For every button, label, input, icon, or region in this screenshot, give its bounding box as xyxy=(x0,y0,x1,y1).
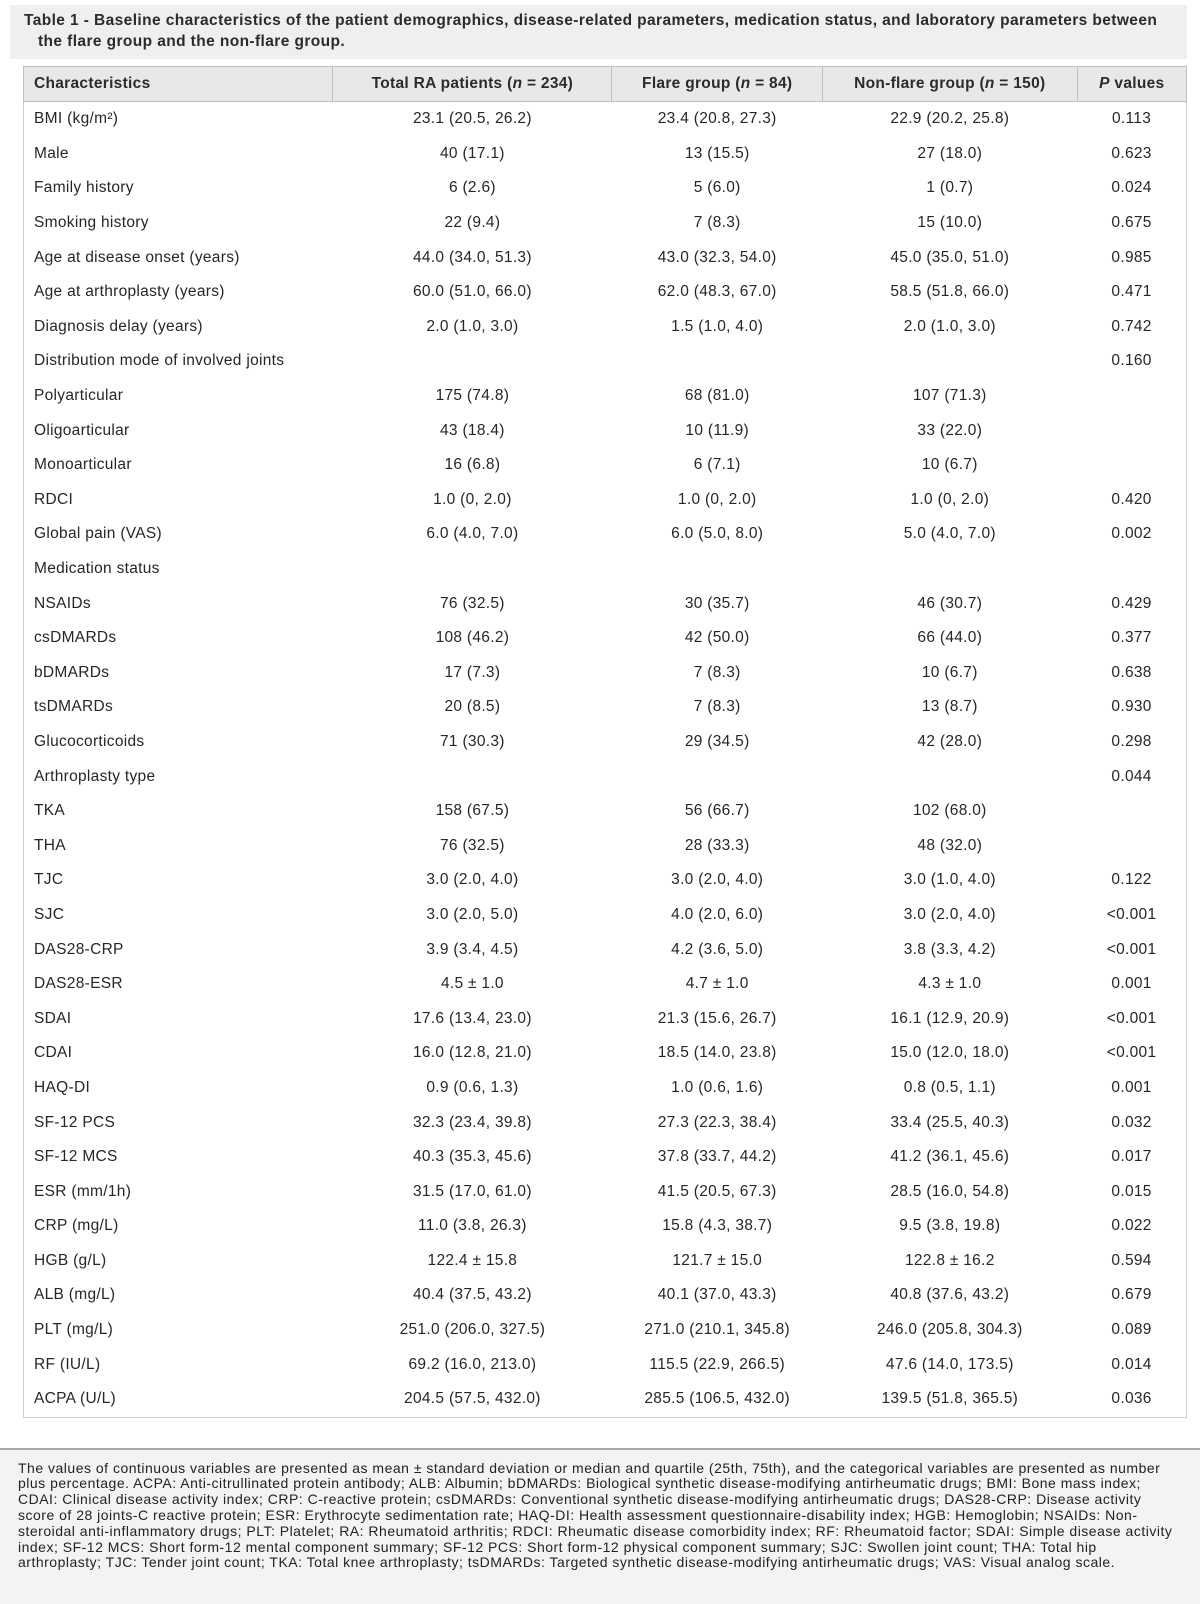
total-value-cell: 3.0 (2.0, 4.0) xyxy=(426,871,519,889)
row-label-cell: SF-12 MCS xyxy=(34,1148,118,1166)
p-value-cell: 0.594 xyxy=(1111,1251,1152,1269)
total-value-cell: 17 (7.3) xyxy=(444,663,501,681)
row-label-cell: csDMARDs xyxy=(34,629,117,647)
p-value-cell xyxy=(1077,379,1186,414)
nonflare-value-cell: 47.6 (14.0, 173.5) xyxy=(885,1355,1014,1373)
flare-value-cell: 1.5 (1.0, 4.0) xyxy=(671,317,764,335)
p-value-cell: 0.160 xyxy=(1111,352,1152,370)
table-row xyxy=(24,483,1187,518)
table-row xyxy=(24,621,1187,656)
table-row xyxy=(24,517,1187,552)
table-row xyxy=(24,413,1187,448)
row-label-cell: Global pain (VAS) xyxy=(34,525,163,543)
flare-value-cell: 10 (11.9) xyxy=(685,421,749,439)
flare-value-cell: 6.0 (5.0, 8.0) xyxy=(671,525,764,543)
table-row xyxy=(24,1313,1187,1348)
nonflare-value-cell: 15.0 (12.0, 18.0) xyxy=(890,1044,1010,1062)
header-row xyxy=(24,67,1187,102)
total-value-cell: 17.6 (13.4, 23.0) xyxy=(412,1009,532,1027)
table-body xyxy=(24,102,1187,1418)
nonflare-value-cell: 139.5 (51.8, 365.5) xyxy=(881,1390,1019,1408)
p-value-cell: 0.377 xyxy=(1111,629,1152,647)
table-row xyxy=(24,967,1187,1002)
p-value-cell: 0.032 xyxy=(1111,1113,1152,1131)
total-value-cell: 175 (74.8) xyxy=(435,387,510,405)
nonflare-value-cell: 10 (6.7) xyxy=(921,663,978,681)
nonflare-value-cell: 22.9 (20.2, 25.8) xyxy=(890,110,1010,128)
nonflare-value-cell: 27 (18.0) xyxy=(917,144,983,162)
nonflare-value-cell: 16.1 (12.9, 20.9) xyxy=(890,1009,1010,1027)
total-value-cell: 16 (6.8) xyxy=(444,456,501,474)
p-value-cell: 0.742 xyxy=(1111,317,1152,335)
nonflare-value-cell: 28.5 (16.0, 54.8) xyxy=(890,1182,1010,1200)
total-value-cell: 22 (9.4) xyxy=(444,214,501,232)
total-value-cell: 16.0 (12.8, 21.0) xyxy=(412,1044,532,1062)
nonflare-value-cell: 42 (28.0) xyxy=(917,732,983,750)
total-value-cell: 40 (17.1) xyxy=(440,144,505,162)
table-row xyxy=(24,1036,1187,1071)
row-label-cell: tsDMARDs xyxy=(34,698,114,716)
total-value-cell: 0.9 (0.6, 1.3) xyxy=(426,1078,519,1096)
row-label-cell: PLT (mg/L) xyxy=(34,1321,114,1339)
flare-value-cell xyxy=(612,552,823,587)
total-value-cell xyxy=(333,344,612,379)
p-value-cell xyxy=(1077,448,1186,483)
p-value-cell: 0.122 xyxy=(1111,871,1152,889)
row-label-cell: ACPA (U/L) xyxy=(34,1390,116,1408)
p-value-cell: 0.001 xyxy=(1111,1078,1152,1096)
table-row xyxy=(24,448,1187,483)
p-value-cell xyxy=(1077,794,1186,829)
flare-value-cell: 4.2 (3.6, 5.0) xyxy=(671,940,764,958)
row-label-cell: Age at disease onset (years) xyxy=(34,248,240,266)
total-value-cell: 76 (32.5) xyxy=(440,836,505,854)
table-row xyxy=(24,1347,1187,1382)
row-label-cell: RF (IU/L) xyxy=(34,1355,101,1373)
nonflare-value-cell: 1 (0.7) xyxy=(926,179,974,197)
nonflare-value-cell: 2.0 (1.0, 3.0) xyxy=(903,317,996,335)
row-label-cell: Family history xyxy=(34,179,134,197)
flare-value-cell: 285.5 (106.5, 432.0) xyxy=(644,1390,790,1408)
total-value-cell: 4.5 ± 1.0 xyxy=(440,975,504,993)
table-row xyxy=(24,171,1187,206)
nonflare-value-cell: 13 (8.7) xyxy=(921,698,978,716)
flare-value-cell: 42 (50.0) xyxy=(684,629,750,647)
nonflare-value-cell: 33.4 (25.5, 40.3) xyxy=(890,1113,1010,1131)
total-value-cell: 71 (30.3) xyxy=(440,732,505,750)
flare-value-cell: 68 (81.0) xyxy=(684,387,750,405)
flare-value-cell xyxy=(612,344,823,379)
nonflare-value-cell: 0.8 (0.5, 1.1) xyxy=(903,1078,996,1096)
flare-value-cell: 41.5 (20.5, 67.3) xyxy=(657,1182,777,1200)
total-value-cell: 2.0 (1.0, 3.0) xyxy=(426,317,519,335)
flare-value-cell: 43.0 (32.3, 54.0) xyxy=(657,248,777,266)
nonflare-value-cell: 58.5 (51.8, 66.0) xyxy=(890,283,1010,301)
table-row xyxy=(24,586,1187,621)
flare-value-cell: 7 (8.3) xyxy=(693,663,741,681)
column-header-flare: Flare group (n = 84) xyxy=(612,67,823,102)
p-value-cell: 0.022 xyxy=(1111,1217,1152,1235)
total-value-cell xyxy=(333,552,612,587)
nonflare-value-cell: 66 (44.0) xyxy=(917,629,983,647)
row-label-cell: Glucocorticoids xyxy=(34,732,145,750)
row-label-cell: CRP (mg/L) xyxy=(34,1217,119,1235)
table-row xyxy=(24,344,1187,379)
flare-value-cell: 4.0 (2.0, 6.0) xyxy=(671,905,764,923)
footnote-text: The values of continuous variables are presented as mean ± standard deviation or median and quartile (25th, 75th), and the categorical variables are presented as number plus percentage. ACPA: Anti-citrullinated protein antibody; ALB: Albumin; bDMARDs: Biological synthetic disease-modifying antirheumatic drugs; BMI: Bone mass index; CDAI: Clinical disease activity index; CRP: C-reactive protein; csDMARDs: Conventional synthetic disease-modifying antirheumatic drugs; DAS28-CRP: Disease activity score of 28 joints-C reactive protein; ESR: Erythrocyte sedimentation rate; HAQ-DI: Health assessment questionnaire-disability index; HGB: Hemoglobin; NSAIDs: Non-steroidal anti-inflammatory drugs; PLT: Platelet; RA: Rheumatoid arthritis; RDCI: Rheumatic disease comorbidity index; RF: Rheumatoid factor; SDAI: Simple disease activity index; SF-12 MCS: Short form-12 mental component summary; SF-12 PCS: Short form-12 physical component summary; SJC: Swollen joint count; THA: Total hip arthroplasty; TJC: Tender joint count; TKA: Total knee arthroplasty; tsDMARDs: Targeted synthetic disease-modifying antirheumatic drugs; VAS: Visual analog scale. xyxy=(18,1459,1173,1571)
p-value-cell: 0.471 xyxy=(1111,283,1152,301)
row-label-cell: SDAI xyxy=(34,1009,72,1027)
flare-value-cell: 1.0 (0.6, 1.6) xyxy=(671,1078,764,1096)
flare-value-cell: 56 (66.7) xyxy=(684,802,750,820)
row-label-cell: Age at arthroplasty (years) xyxy=(34,283,225,301)
flare-value-cell: 7 (8.3) xyxy=(693,698,741,716)
total-value-cell: 31.5 (17.0, 61.0) xyxy=(412,1182,532,1200)
nonflare-value-cell: 48 (32.0) xyxy=(917,836,983,854)
total-value-cell: 158 (67.5) xyxy=(435,802,510,820)
p-value-cell: 0.675 xyxy=(1111,214,1152,232)
flare-value-cell: 121.7 ± 15.0 xyxy=(672,1251,763,1269)
p-value-cell xyxy=(1077,552,1186,587)
table-row xyxy=(24,863,1187,898)
row-label-cell: SF-12 PCS xyxy=(34,1113,116,1131)
p-value-cell xyxy=(1077,413,1186,448)
p-value-cell: 0.420 xyxy=(1111,490,1152,508)
row-label-cell: DAS28-CRP xyxy=(34,940,124,958)
flare-value-cell: 3.0 (2.0, 4.0) xyxy=(671,871,764,889)
nonflare-value-cell: 3.0 (1.0, 4.0) xyxy=(903,871,996,889)
flare-value-cell: 27.3 (22.3, 38.4) xyxy=(657,1113,777,1131)
row-label-cell: bDMARDs xyxy=(34,663,110,681)
flare-value-cell: 13 (15.5) xyxy=(684,144,750,162)
flare-value-cell: 23.4 (20.8, 27.3) xyxy=(657,110,777,128)
row-label-cell: HAQ-DI xyxy=(34,1078,91,1096)
table-row xyxy=(24,275,1187,310)
row-label-cell: Oligoarticular xyxy=(34,421,130,439)
flare-value-cell: 115.5 (22.9, 266.5) xyxy=(649,1355,785,1373)
flare-value-cell: 37.8 (33.7, 44.2) xyxy=(657,1148,777,1166)
row-label-cell: NSAIDs xyxy=(34,594,91,612)
flare-value-cell: 7 (8.3) xyxy=(693,214,741,232)
nonflare-value-cell: 3.0 (2.0, 4.0) xyxy=(903,905,996,923)
nonflare-value-cell: 45.0 (35.0, 51.0) xyxy=(890,248,1010,266)
table-row xyxy=(24,1209,1187,1244)
table-row xyxy=(24,1244,1187,1279)
flare-value-cell: 271.0 (210.1, 345.8) xyxy=(644,1321,790,1339)
p-value-cell: <0.001 xyxy=(1106,1009,1157,1027)
total-value-cell: 11.0 (3.8, 26.3) xyxy=(418,1217,527,1235)
flare-value-cell: 1.0 (0, 2.0) xyxy=(677,490,757,508)
table-row xyxy=(24,379,1187,414)
row-label-cell: Monoarticular xyxy=(34,456,132,474)
p-value-cell: 0.015 xyxy=(1111,1182,1152,1200)
row-label-cell: ALB (mg/L) xyxy=(34,1286,116,1304)
row-label-cell: Male xyxy=(34,144,69,162)
row-label-cell: Arthroplasty type xyxy=(34,767,156,785)
baseline-characteristics-table xyxy=(23,66,1187,1418)
table-row xyxy=(24,1278,1187,1313)
flare-value-cell: 40.1 (37.0, 43.3) xyxy=(657,1286,777,1304)
total-value-cell: 6 (2.6) xyxy=(448,179,496,197)
nonflare-value-cell: 102 (68.0) xyxy=(912,802,987,820)
column-header-total: Total RA patients (n = 234) xyxy=(333,67,612,102)
total-value-cell: 40.4 (37.5, 43.2) xyxy=(412,1286,532,1304)
table-row xyxy=(24,898,1187,933)
p-value-cell: 0.930 xyxy=(1111,698,1152,716)
row-label-cell: CDAI xyxy=(34,1044,73,1062)
table-row xyxy=(24,1174,1187,1209)
nonflare-value-cell xyxy=(822,344,1077,379)
table-caption: Table 1 - Baseline characteristics of the patient demographics, disease-related parameters, medication status, and laboratory parameters between the flare group and the non-flare group. xyxy=(10,5,1187,59)
table-row xyxy=(24,794,1187,829)
table-row xyxy=(24,310,1187,345)
column-header-characteristics: Characteristics xyxy=(24,67,333,102)
flare-value-cell: 6 (7.1) xyxy=(693,456,741,474)
flare-value-cell: 62.0 (48.3, 67.0) xyxy=(657,283,777,301)
total-value-cell: 23.1 (20.5, 26.2) xyxy=(412,110,532,128)
nonflare-value-cell: 15 (10.0) xyxy=(917,214,983,232)
p-value-cell: <0.001 xyxy=(1106,1044,1157,1062)
column-header-nonflare: Non-flare group (n = 150) xyxy=(822,67,1077,102)
row-label-cell: Smoking history xyxy=(34,214,149,232)
table-row xyxy=(24,1071,1187,1106)
p-value-cell xyxy=(1077,828,1186,863)
nonflare-value-cell: 3.8 (3.3, 4.2) xyxy=(903,940,996,958)
flare-value-cell: 30 (35.7) xyxy=(684,594,750,612)
total-value-cell: 251.0 (206.0, 327.5) xyxy=(399,1321,546,1339)
total-value-cell: 32.3 (23.4, 39.8) xyxy=(412,1113,532,1131)
p-value-cell: 0.044 xyxy=(1111,767,1152,785)
row-label-cell: TKA xyxy=(34,802,66,820)
nonflare-value-cell xyxy=(822,759,1077,794)
flare-value-cell: 15.8 (4.3, 38.7) xyxy=(662,1217,773,1235)
table-row xyxy=(24,690,1187,725)
p-value-cell: 0.036 xyxy=(1111,1390,1152,1408)
table-row xyxy=(24,206,1187,241)
footnote-block xyxy=(0,1448,1200,1604)
nonflare-value-cell: 40.8 (37.6, 43.2) xyxy=(890,1286,1010,1304)
p-value-cell: 0.017 xyxy=(1111,1148,1152,1166)
p-value-cell: <0.001 xyxy=(1106,940,1157,958)
p-value-cell: 0.298 xyxy=(1111,732,1152,750)
nonflare-value-cell: 5.0 (4.0, 7.0) xyxy=(903,525,996,543)
nonflare-value-cell: 107 (71.3) xyxy=(912,387,987,405)
nonflare-value-cell: 4.3 ± 1.0 xyxy=(918,975,982,993)
row-label-cell: Polyarticular xyxy=(34,387,124,405)
p-value-cell: 0.113 xyxy=(1112,110,1152,128)
p-value-cell: 0.429 xyxy=(1111,594,1152,612)
row-label-cell: TJC xyxy=(34,871,64,889)
flare-value-cell: 5 (6.0) xyxy=(693,179,741,197)
p-value-cell: 0.001 xyxy=(1111,975,1152,993)
flare-value-cell: 21.3 (15.6, 26.7) xyxy=(657,1009,777,1027)
total-value-cell: 69.2 (16.0, 213.0) xyxy=(408,1355,537,1373)
p-value-cell: 0.024 xyxy=(1111,179,1152,197)
table-row xyxy=(24,1140,1187,1175)
table-row xyxy=(24,552,1187,587)
flare-value-cell xyxy=(612,759,823,794)
column-header-pvalues: P values xyxy=(1077,67,1186,102)
table-row xyxy=(24,759,1187,794)
total-value-cell: 60.0 (51.0, 66.0) xyxy=(412,283,532,301)
nonflare-value-cell: 41.2 (36.1, 45.6) xyxy=(890,1148,1010,1166)
row-label-cell: Distribution mode of involved joints xyxy=(34,352,285,370)
p-value-cell: 0.679 xyxy=(1111,1286,1152,1304)
row-label-cell: HGB (g/L) xyxy=(34,1251,107,1269)
flare-value-cell: 29 (34.5) xyxy=(684,732,750,750)
table-row xyxy=(24,1105,1187,1140)
total-value-cell: 76 (32.5) xyxy=(440,594,505,612)
nonflare-value-cell: 1.0 (0, 2.0) xyxy=(910,490,990,508)
table-row xyxy=(24,102,1187,137)
nonflare-value-cell: 46 (30.7) xyxy=(917,594,983,612)
row-label-cell: Diagnosis delay (years) xyxy=(34,317,203,335)
total-value-cell: 3.9 (3.4, 4.5) xyxy=(426,940,519,958)
p-value-cell: 0.014 xyxy=(1111,1355,1152,1373)
row-label-cell: RDCI xyxy=(34,490,74,508)
total-value-cell: 20 (8.5) xyxy=(444,698,501,716)
total-value-cell: 43 (18.4) xyxy=(440,421,505,439)
nonflare-value-cell: 122.8 ± 16.2 xyxy=(904,1251,995,1269)
total-value-cell: 122.4 ± 15.8 xyxy=(427,1251,518,1269)
table-row xyxy=(24,137,1187,172)
total-value-cell: 3.0 (2.0, 5.0) xyxy=(426,905,519,923)
nonflare-value-cell: 246.0 (205.8, 304.3) xyxy=(876,1321,1023,1339)
nonflare-value-cell: 10 (6.7) xyxy=(921,456,978,474)
total-value-cell: 6.0 (4.0, 7.0) xyxy=(426,525,519,543)
flare-value-cell: 18.5 (14.0, 23.8) xyxy=(657,1044,777,1062)
table-row xyxy=(24,1001,1187,1036)
p-value-cell: 0.985 xyxy=(1111,248,1152,266)
flare-value-cell: 28 (33.3) xyxy=(684,836,750,854)
row-label-cell: SJC xyxy=(34,905,65,923)
total-value-cell: 40.3 (35.3, 45.6) xyxy=(412,1148,532,1166)
row-label-cell: DAS28-ESR xyxy=(34,975,123,993)
table-row xyxy=(24,725,1187,760)
p-value-cell: 0.623 xyxy=(1111,144,1152,162)
p-value-cell: 0.002 xyxy=(1111,525,1152,543)
total-value-cell xyxy=(333,759,612,794)
baseline-characteristics-table-container xyxy=(23,66,1187,1418)
total-value-cell: 1.0 (0, 2.0) xyxy=(433,490,512,508)
table-row xyxy=(24,932,1187,967)
row-label-cell: Medication status xyxy=(34,560,160,578)
row-label-cell: BMI (kg/m²) xyxy=(34,110,119,128)
nonflare-value-cell: 9.5 (3.8, 19.8) xyxy=(899,1217,1001,1235)
total-value-cell: 44.0 (34.0, 51.3) xyxy=(412,248,532,266)
nonflare-value-cell xyxy=(822,552,1077,587)
flare-value-cell: 4.7 ± 1.0 xyxy=(685,975,749,993)
p-value-cell: 0.089 xyxy=(1111,1321,1152,1339)
p-value-cell: <0.001 xyxy=(1106,905,1157,923)
table-row xyxy=(24,1382,1187,1417)
table-row xyxy=(24,828,1187,863)
total-value-cell: 204.5 (57.5, 432.0) xyxy=(404,1390,541,1408)
row-label-cell: THA xyxy=(34,836,66,854)
nonflare-value-cell: 33 (22.0) xyxy=(917,421,983,439)
total-value-cell: 108 (46.2) xyxy=(435,629,510,647)
table-row xyxy=(24,240,1187,275)
table-row xyxy=(24,656,1187,691)
p-value-cell: 0.638 xyxy=(1111,663,1152,681)
row-label-cell: ESR (mm/1h) xyxy=(34,1182,132,1200)
